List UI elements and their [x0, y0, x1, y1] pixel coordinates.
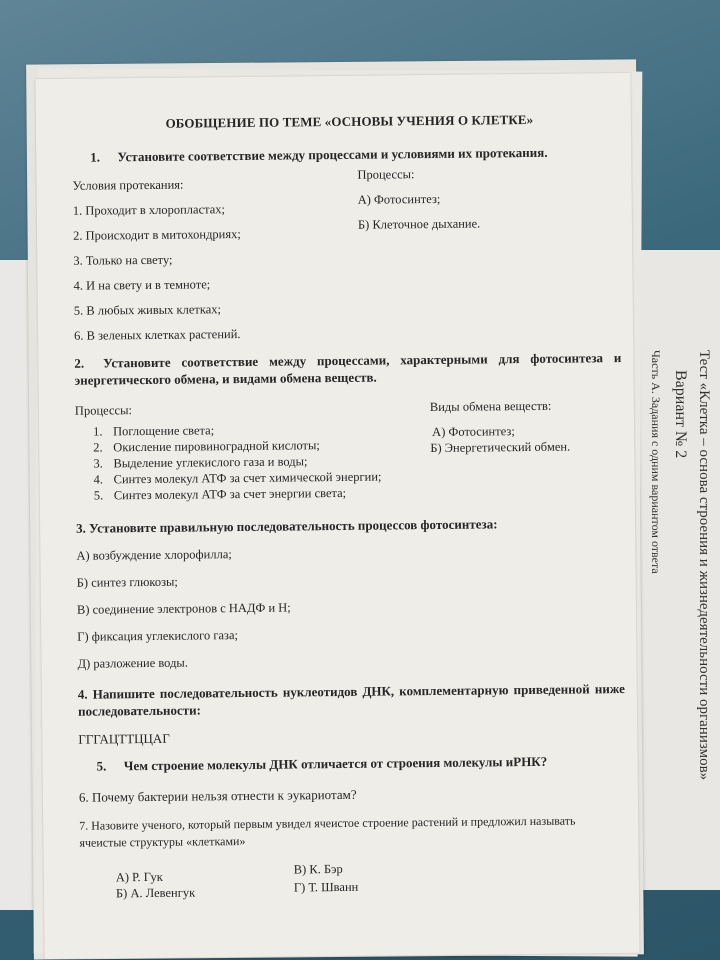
question-1 — [72, 143, 627, 166]
q1-process-item: А) Фотосинтез; — [357, 191, 441, 207]
q1-condition-item: 3. Только на свету; — [73, 252, 173, 268]
q2-item-text: Выделение углекислого газа и воды; — [113, 454, 308, 471]
question-1-columns — [72, 168, 629, 349]
q2-item-number: 2. — [93, 440, 103, 455]
q1-processes-list — [357, 161, 480, 237]
q3-sequence-item: Г) фиксация углекислого газа; — [77, 628, 239, 644]
q2-exchange-item: А) Фотосинтез; — [432, 424, 515, 440]
q1-condition-item: 1. Проходит в хлоропластах; — [72, 202, 226, 218]
worksheet-page — [35, 73, 639, 959]
dna-sequence: ГГГАЦТТЦЦАГ — [78, 730, 170, 747]
q7-option: А) Р. Гук — [115, 869, 163, 885]
question-2-text: Установите соответствие между процессами, характерными для фотосинтеза и энергетического обмена, и видами обмена веществ. — [74, 350, 622, 388]
q1-condition-item: 2. Происходит в митохондриях; — [72, 226, 241, 243]
question-5-number: 5. — [96, 758, 107, 774]
q2-item-text: Синтез молекул АТФ за счет энергии света; — [113, 485, 347, 503]
left-sheet-text — [0, 320, 2, 597]
question-2-number: 2. — [74, 355, 85, 371]
question-3: 3. Установите правильную последовательность процессов фотосинтеза: — [76, 516, 498, 536]
question-1-text: Установите соответствие между процессами и условиями их протекания. — [117, 144, 548, 165]
page-title: ОБОБЩЕНИЕ ПО ТЕМЕ «ОСНОВЫ УЧЕНИЯ О КЛЕТКЕ» — [165, 111, 534, 131]
question-7: 7. Назовите ученого, который первым увидел ячеистое строение растений и предложил называть ячеистые структуры «клетками» — [79, 813, 576, 850]
question-2-columns — [75, 393, 631, 504]
q7-option: Г) Т. Шванн — [293, 879, 359, 895]
right-sheet-variant: Вариант № 2 — [672, 370, 689, 459]
right-sheet-text — [644, 350, 716, 780]
q1-condition-item: 5. В любых живых клетках; — [73, 302, 222, 318]
q2-process-item — [76, 484, 416, 504]
right-sheet-title: Тест «Клетка – основа строения и жизнедеятельности организмов» — [696, 350, 712, 781]
q3-sequence-item: Д) разложение воды. — [77, 655, 188, 671]
q3-sequence-item: Б) синтез глюкозы; — [76, 574, 178, 590]
q1-condition-item: 6. В зеленых клетках растений. — [74, 327, 241, 343]
q1-processes-header: Процессы: — [357, 167, 415, 182]
q2-exchange-types-list — [430, 394, 571, 456]
q2-item-text: Поглощение света; — [113, 423, 215, 439]
q1-condition-item: 4. И на свету и в темноте; — [73, 277, 211, 293]
q7-option: Б) А. Левенгук — [115, 885, 196, 901]
q2-item-text: Синтез молекул АТФ за счет химической энергии; — [113, 469, 382, 487]
worksheet-content — [72, 111, 635, 904]
question-5 — [79, 752, 634, 775]
q1-conditions-list — [72, 171, 354, 349]
question-5-text: Чем строение молекулы ДНК отличается от строения молекулы иРНК? — [123, 753, 548, 774]
question-1-number: 1. — [90, 149, 101, 165]
q2-processes-header: Процессы: — [74, 403, 133, 418]
q2-item-text: Окисление пировиноградной кислоты; — [113, 438, 320, 455]
q7-answer-options — [80, 854, 635, 904]
q2-item-number: 1. — [93, 424, 103, 439]
question-4: 4. Напишите последовательность нуклеотидов ДНК, комплементарную приведенной ниже последовательности: — [77, 681, 625, 719]
q2-item-number: 4. — [93, 472, 104, 487]
q2-exchange-item: Б) Энергетический обмен. — [430, 439, 571, 456]
q2-item-number: 3. — [93, 456, 103, 471]
q2-item-number: 5. — [93, 488, 104, 503]
q2-exchange-header: Виды обмена веществ: — [429, 398, 552, 415]
q3-sequence-item: А) возбуждение хлорофилла; — [76, 547, 232, 563]
right-sheet-part: Часть А. Задания с одним вариантом ответа — [649, 350, 663, 574]
q1-conditions-header: Условия протекания: — [72, 177, 184, 193]
question-6: 6. Почему бактерии нельзя отнести к эукариотам? — [78, 786, 357, 805]
q3-sequence-item: В) соединение электронов с НАДФ и Н; — [76, 600, 291, 617]
question-2 — [74, 349, 629, 389]
q3-sequence-list — [76, 537, 632, 678]
q2-processes-list — [75, 395, 416, 504]
left-sheet-line-1 — [0, 320, 2, 597]
q1-process-item: Б) Клеточное дыхание. — [357, 216, 481, 232]
q7-option: В) К. Бэр — [293, 861, 343, 877]
